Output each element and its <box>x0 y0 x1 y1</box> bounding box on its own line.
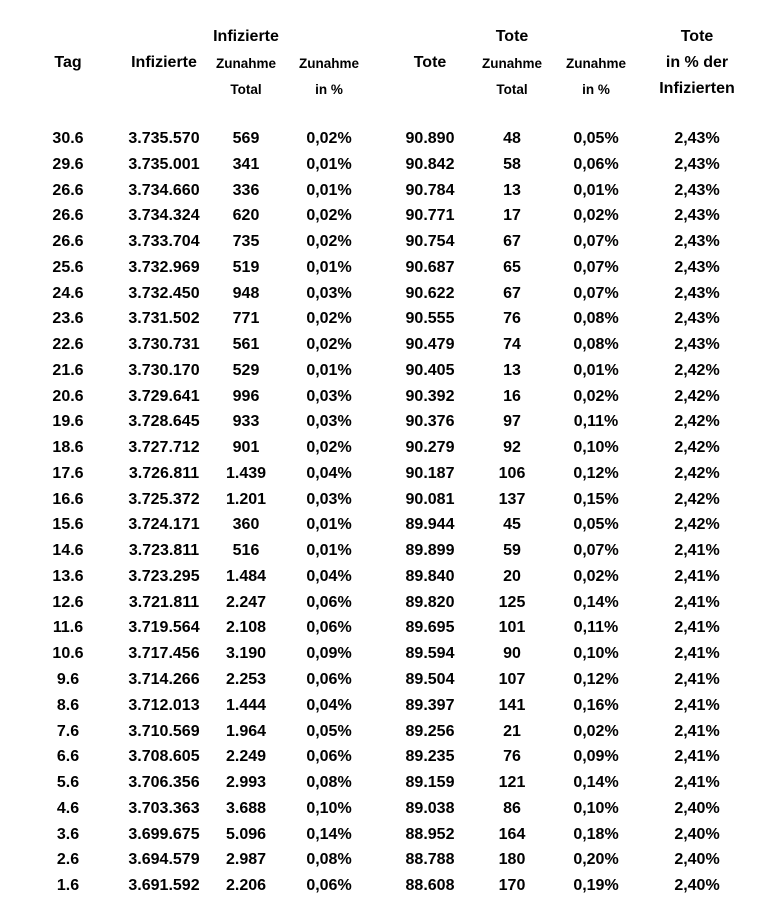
cell-tote-zunahme-pct: 0,14% <box>573 774 619 791</box>
header-inf-zunahme-pct-line1: Zunahme <box>298 56 360 71</box>
cell-tote: 90.754 <box>405 233 455 250</box>
header-tote-pct-inf-line1: Tote <box>680 28 714 45</box>
cell-tote-zunahme-pct: 0,07% <box>573 542 619 560</box>
cell-inf-zunahme-pct: 0,02% <box>306 233 352 250</box>
cell-infizierte: 3.727.712 <box>128 439 200 457</box>
cell-tote-zunahme-total: 107 <box>498 671 526 688</box>
cell-tote-zunahme-pct: 0,10% <box>573 439 619 457</box>
cell-inf-zunahme-total: 948 <box>232 284 260 302</box>
cell-tote-zunahme-pct: 0,05% <box>573 516 619 534</box>
table-row <box>0 798 774 820</box>
cell-tote-zunahme-pct: 0,14% <box>573 593 619 611</box>
cell-tote: 90.687 <box>405 258 455 276</box>
cell-tote-pct-infizierte: 2,43% <box>674 130 720 147</box>
cell-tag: 6.6 <box>56 748 80 766</box>
table-row <box>0 592 774 614</box>
cell-inf-zunahme-total: 529 <box>232 361 260 379</box>
cell-inf-zunahme-total: 2.108 <box>225 619 267 637</box>
cell-inf-zunahme-pct: 0,01% <box>306 181 352 199</box>
cell-infizierte: 3.734.660 <box>128 181 200 199</box>
cell-inf-zunahme-pct: 0,05% <box>306 722 352 740</box>
table-row <box>0 231 774 253</box>
cell-infizierte: 3.731.502 <box>128 310 200 328</box>
cell-inf-zunahme-pct: 0,06% <box>306 748 352 766</box>
cell-infizierte: 3.708.605 <box>128 748 200 766</box>
cell-tag: 18.6 <box>52 439 84 457</box>
cell-tote-zunahme-total: 20 <box>503 567 521 585</box>
cell-tote-pct-infizierte: 2,41% <box>674 567 720 585</box>
table-row <box>0 746 774 768</box>
cell-infizierte: 3.703.363 <box>128 799 200 817</box>
cell-infizierte: 3.710.569 <box>128 722 200 740</box>
cell-tote-pct-infizierte: 2,40% <box>674 799 720 817</box>
cell-tote-pct-infizierte: 2,40% <box>674 877 720 894</box>
cell-inf-zunahme-pct: 0,01% <box>306 542 352 560</box>
cell-tote-zunahme-pct: 0,11% <box>573 413 619 431</box>
cell-infizierte: 3.735.570 <box>128 130 200 147</box>
cell-inf-zunahme-total: 771 <box>232 310 260 328</box>
cell-infizierte: 3.706.356 <box>128 774 200 791</box>
cell-tag: 20.6 <box>52 387 84 405</box>
table-row <box>0 875 774 897</box>
cell-tote-zunahme-total: 125 <box>498 593 526 611</box>
cell-tote-zunahme-total: 92 <box>503 439 521 457</box>
cell-tote-pct-infizierte: 2,41% <box>674 645 720 663</box>
cell-infizierte: 3.726.811 <box>128 464 200 482</box>
cell-tote-zunahme-pct: 0,09% <box>573 748 619 766</box>
cell-tote-zunahme-total: 67 <box>503 233 521 250</box>
cell-tag: 13.6 <box>52 567 84 585</box>
cell-tote: 90.405 <box>405 361 455 379</box>
cell-tote: 90.555 <box>405 310 455 328</box>
cell-inf-zunahme-total: 569 <box>232 130 260 147</box>
table-row <box>0 721 774 743</box>
cell-tote-pct-infizierte: 2,40% <box>674 851 720 869</box>
cell-inf-zunahme-pct: 0,01% <box>306 258 352 276</box>
cell-tote: 89.159 <box>405 774 455 791</box>
cell-tag: 26.6 <box>52 233 84 250</box>
cell-tote-zunahme-total: 16 <box>503 387 521 405</box>
cell-tote-pct-infizierte: 2,43% <box>674 336 720 354</box>
cell-infizierte: 3.714.266 <box>128 671 200 688</box>
cell-inf-zunahme-pct: 0,04% <box>306 464 352 482</box>
cell-tag: 11.6 <box>52 619 84 637</box>
cell-tote-pct-infizierte: 2,41% <box>674 696 720 714</box>
cell-tote-pct-infizierte: 2,41% <box>674 619 720 637</box>
header-inf-zunahme-total-line2: Zunahme <box>215 56 277 71</box>
cell-inf-zunahme-total: 561 <box>232 336 260 354</box>
cell-inf-zunahme-total: 341 <box>232 155 260 173</box>
cell-inf-zunahme-pct: 0,03% <box>306 413 352 431</box>
cell-tote-pct-infizierte: 2,42% <box>674 439 720 457</box>
cell-tag: 3.6 <box>56 825 80 843</box>
cell-infizierte: 3.719.564 <box>128 619 200 637</box>
cell-infizierte: 3.694.579 <box>128 851 200 869</box>
cell-tote: 88.788 <box>405 851 455 869</box>
cell-tag: 26.6 <box>52 181 84 199</box>
cell-tag: 12.6 <box>52 593 84 611</box>
cell-tote-zunahme-total: 59 <box>503 542 521 560</box>
cell-inf-zunahme-total: 901 <box>232 439 260 457</box>
cell-tote-zunahme-total: 45 <box>503 516 521 534</box>
cell-inf-zunahme-pct: 0,06% <box>306 877 352 894</box>
cell-inf-zunahme-pct: 0,02% <box>306 207 352 225</box>
cell-tag: 26.6 <box>52 207 84 225</box>
table-row <box>0 128 774 150</box>
cell-inf-zunahme-pct: 0,01% <box>306 516 352 534</box>
cell-tote-zunahme-total: 65 <box>503 258 521 276</box>
table-row <box>0 283 774 305</box>
header-tote-zunahme-pct-line2: in % <box>582 82 610 97</box>
cell-infizierte: 3.712.013 <box>128 696 200 714</box>
cell-inf-zunahme-total: 2.206 <box>225 877 267 894</box>
table-row <box>0 772 774 794</box>
cell-infizierte: 3.730.731 <box>128 336 200 354</box>
cell-tote-zunahme-pct: 0,16% <box>573 696 619 714</box>
header-inf-zunahme-pct-line2: in % <box>315 82 343 97</box>
table-row <box>0 180 774 202</box>
cell-tag: 14.6 <box>52 542 84 560</box>
cell-tote-zunahme-pct: 0,02% <box>573 722 619 740</box>
table-row <box>0 411 774 433</box>
cell-inf-zunahme-total: 5.096 <box>225 825 267 843</box>
cell-tote: 90.622 <box>405 284 455 302</box>
cell-tote: 89.594 <box>405 645 455 663</box>
cell-tote-zunahme-total: 106 <box>498 464 526 482</box>
header-tote-zunahme-pct-line1: Zunahme <box>565 56 627 71</box>
cell-tote-pct-infizierte: 2,43% <box>674 181 720 199</box>
cell-tote: 88.608 <box>405 877 455 894</box>
header-tote: Tote <box>413 54 447 71</box>
cell-tote-zunahme-pct: 0,12% <box>573 671 619 688</box>
cell-tag: 1.6 <box>56 877 80 894</box>
cell-tag: 8.6 <box>56 696 80 714</box>
table-row <box>0 540 774 562</box>
cell-tote-zunahme-total: 13 <box>503 361 521 379</box>
cell-tote-zunahme-pct: 0,07% <box>573 284 619 302</box>
cell-tote-zunahme-pct: 0,08% <box>573 336 619 354</box>
cell-infizierte: 3.728.645 <box>128 413 200 431</box>
cell-tote-zunahme-total: 141 <box>498 696 526 714</box>
cell-tote-pct-infizierte: 2,42% <box>674 413 720 431</box>
cell-tote-zunahme-pct: 0,10% <box>573 799 619 817</box>
cell-tote-zunahme-pct: 0,20% <box>573 851 619 869</box>
cell-tote-pct-infizierte: 2,42% <box>674 387 720 405</box>
table-row <box>0 205 774 227</box>
cell-inf-zunahme-total: 1.964 <box>225 722 267 740</box>
cell-tote-zunahme-total: 13 <box>503 181 521 199</box>
cell-tote-pct-infizierte: 2,41% <box>674 671 720 688</box>
cell-inf-zunahme-pct: 0,06% <box>306 619 352 637</box>
cell-tote-zunahme-pct: 0,02% <box>573 207 619 225</box>
cell-infizierte: 3.729.641 <box>128 387 200 405</box>
cell-tote-pct-infizierte: 2,42% <box>674 464 720 482</box>
cell-tote: 89.899 <box>405 542 455 560</box>
cell-tote: 88.952 <box>405 825 455 843</box>
cell-tote-zunahme-total: 164 <box>498 825 526 843</box>
cell-tote-zunahme-pct: 0,07% <box>573 258 619 276</box>
cell-tote-zunahme-pct: 0,10% <box>573 645 619 663</box>
cell-tote-zunahme-total: 48 <box>503 130 521 147</box>
cell-infizierte: 3.732.450 <box>128 284 200 302</box>
cell-inf-zunahme-pct: 0,08% <box>306 851 352 869</box>
table-row <box>0 617 774 639</box>
cell-tote: 90.376 <box>405 413 455 431</box>
table-row <box>0 489 774 511</box>
cell-tote-pct-infizierte: 2,41% <box>674 748 720 766</box>
cell-tote-zunahme-pct: 0,01% <box>573 361 619 379</box>
cell-tote-zunahme-total: 180 <box>498 851 526 869</box>
cell-inf-zunahme-pct: 0,02% <box>306 310 352 328</box>
table-row <box>0 669 774 691</box>
table-row <box>0 824 774 846</box>
table-row <box>0 257 774 279</box>
table-row <box>0 308 774 330</box>
header-tote-zunahme-total-line2: Zunahme <box>481 56 543 71</box>
cell-inf-zunahme-total: 516 <box>232 542 260 560</box>
cell-inf-zunahme-total: 1.444 <box>225 696 267 714</box>
cell-inf-zunahme-pct: 0,03% <box>306 387 352 405</box>
cell-infizierte: 3.725.372 <box>128 490 200 508</box>
cell-tote: 90.842 <box>405 155 455 173</box>
cell-inf-zunahme-pct: 0,01% <box>306 155 352 173</box>
cell-tote-zunahme-total: 67 <box>503 284 521 302</box>
cell-tote-zunahme-total: 90 <box>503 645 521 663</box>
cell-tote-pct-infizierte: 2,41% <box>674 774 720 791</box>
table-row <box>0 695 774 717</box>
cell-tote-zunahme-total: 121 <box>498 774 526 791</box>
table-row <box>0 849 774 871</box>
cell-tote-zunahme-total: 170 <box>498 877 526 894</box>
cell-tote-zunahme-total: 86 <box>503 799 521 817</box>
cell-inf-zunahme-pct: 0,14% <box>306 825 352 843</box>
cell-inf-zunahme-total: 2.249 <box>225 748 267 766</box>
cell-tote-pct-infizierte: 2,41% <box>674 593 720 611</box>
cell-tag: 23.6 <box>52 310 84 328</box>
cell-tote: 90.081 <box>405 490 455 508</box>
cell-tag: 10.6 <box>52 645 84 663</box>
cell-tote: 90.784 <box>405 181 455 199</box>
cell-inf-zunahme-total: 1.201 <box>225 490 267 508</box>
cell-inf-zunahme-total: 2.247 <box>225 593 267 611</box>
cell-tag: 21.6 <box>52 361 84 379</box>
cell-inf-zunahme-pct: 0,04% <box>306 696 352 714</box>
header-tote-pct-inf-line2: in % der <box>665 54 729 71</box>
cell-tote-zunahme-total: 21 <box>503 722 521 740</box>
cell-tote-zunahme-total: 101 <box>498 619 526 637</box>
table-row <box>0 463 774 485</box>
cell-tote: 90.890 <box>405 130 455 147</box>
cell-tag: 7.6 <box>56 722 80 740</box>
cell-inf-zunahme-pct: 0,02% <box>306 439 352 457</box>
cell-tote-pct-infizierte: 2,43% <box>674 233 720 250</box>
table-row <box>0 334 774 356</box>
header-inf-zunahme-total-line3: Total <box>230 82 262 97</box>
cell-inf-zunahme-pct: 0,03% <box>306 490 352 508</box>
cell-tote-zunahme-total: 137 <box>498 490 526 508</box>
cell-tote-pct-infizierte: 2,42% <box>674 361 720 379</box>
table-row <box>0 643 774 665</box>
cell-inf-zunahme-total: 2.987 <box>225 851 267 869</box>
table-row <box>0 154 774 176</box>
cell-inf-zunahme-total: 336 <box>232 181 260 199</box>
cell-inf-zunahme-pct: 0,02% <box>306 336 352 354</box>
cell-tote-pct-infizierte: 2,41% <box>674 542 720 560</box>
cell-infizierte: 3.717.456 <box>128 645 200 663</box>
cell-tag: 30.6 <box>52 130 84 147</box>
cell-tag: 25.6 <box>52 258 84 276</box>
cell-tote-zunahme-total: 17 <box>503 207 521 225</box>
cell-tote-zunahme-pct: 0,06% <box>573 155 619 173</box>
cell-inf-zunahme-total: 933 <box>232 413 260 431</box>
cell-tote-pct-infizierte: 2,40% <box>674 825 720 843</box>
cell-tote-pct-infizierte: 2,43% <box>674 258 720 276</box>
cell-inf-zunahme-total: 3.190 <box>225 645 267 663</box>
cell-inf-zunahme-pct: 0,03% <box>306 284 352 302</box>
cell-tote: 89.944 <box>405 516 455 534</box>
cell-tote: 90.187 <box>405 464 455 482</box>
cell-tag: 19.6 <box>52 413 84 431</box>
cell-infizierte: 3.732.969 <box>128 258 200 276</box>
cell-tote-zunahme-pct: 0,19% <box>573 877 619 894</box>
cell-tote-zunahme-pct: 0,02% <box>573 567 619 585</box>
cell-inf-zunahme-total: 3.688 <box>225 799 267 817</box>
cell-inf-zunahme-total: 620 <box>232 207 260 225</box>
cell-inf-zunahme-total: 519 <box>232 258 260 276</box>
cell-inf-zunahme-pct: 0,06% <box>306 593 352 611</box>
cell-inf-zunahme-pct: 0,09% <box>306 645 352 663</box>
cell-tote-zunahme-pct: 0,11% <box>573 619 619 637</box>
cell-tag: 22.6 <box>52 336 84 354</box>
cell-tote-zunahme-pct: 0,05% <box>573 130 619 147</box>
cell-tote-pct-infizierte: 2,43% <box>674 310 720 328</box>
cell-tote-pct-infizierte: 2,41% <box>674 722 720 740</box>
cell-infizierte: 3.699.675 <box>128 825 200 843</box>
cell-tag: 9.6 <box>56 671 80 688</box>
cell-tote-zunahme-pct: 0,07% <box>573 233 619 250</box>
cell-tote-zunahme-pct: 0,08% <box>573 310 619 328</box>
table-row <box>0 566 774 588</box>
table-row <box>0 514 774 536</box>
cell-tote: 89.820 <box>405 593 455 611</box>
cell-inf-zunahme-total: 1.484 <box>225 567 267 585</box>
cell-tag: 15.6 <box>52 516 84 534</box>
table-row <box>0 360 774 382</box>
cell-tag: 4.6 <box>56 799 80 817</box>
cell-infizierte: 3.721.811 <box>128 593 200 611</box>
cell-tag: 29.6 <box>52 155 84 173</box>
cell-tote-zunahme-pct: 0,12% <box>573 464 619 482</box>
header-tag: Tag <box>54 54 82 71</box>
cell-inf-zunahme-pct: 0,10% <box>306 799 352 817</box>
cell-inf-zunahme-pct: 0,01% <box>306 361 352 379</box>
cell-infizierte: 3.691.592 <box>128 877 200 894</box>
header-tote-zunahme-total-line1: Tote <box>495 28 529 45</box>
cell-inf-zunahme-total: 2.993 <box>225 774 267 791</box>
cell-tag: 5.6 <box>56 774 80 791</box>
cell-inf-zunahme-total: 735 <box>232 233 260 250</box>
cell-tag: 2.6 <box>56 851 80 869</box>
cell-tote: 89.038 <box>405 799 455 817</box>
cell-inf-zunahme-total: 2.253 <box>225 671 267 688</box>
cell-infizierte: 3.723.811 <box>128 542 200 560</box>
cell-tote-zunahme-pct: 0,02% <box>573 387 619 405</box>
cell-tote-zunahme-total: 76 <box>503 748 521 766</box>
cell-inf-zunahme-total: 1.439 <box>225 464 267 482</box>
cell-tote-pct-infizierte: 2,43% <box>674 155 720 173</box>
header-infizierte: Infizierte <box>131 54 197 71</box>
table-row <box>0 437 774 459</box>
cell-tote-pct-infizierte: 2,42% <box>674 516 720 534</box>
cell-inf-zunahme-pct: 0,06% <box>306 671 352 688</box>
cell-tote-zunahme-total: 76 <box>503 310 521 328</box>
cell-inf-zunahme-total: 996 <box>232 387 260 405</box>
cell-tote: 89.397 <box>405 696 455 714</box>
cell-inf-zunahme-total: 360 <box>232 516 260 534</box>
cell-tote: 90.479 <box>405 336 455 354</box>
cell-tote-zunahme-total: 58 <box>503 155 521 173</box>
cell-infizierte: 3.723.295 <box>128 567 200 585</box>
cell-tote: 89.235 <box>405 748 455 766</box>
cell-inf-zunahme-pct: 0,04% <box>306 567 352 585</box>
cell-infizierte: 3.734.324 <box>128 207 200 225</box>
header-tote-pct-inf-line3: Infizierten <box>659 80 735 97</box>
cell-infizierte: 3.730.170 <box>128 361 200 379</box>
cell-inf-zunahme-pct: 0,08% <box>306 774 352 791</box>
cell-tag: 16.6 <box>52 490 84 508</box>
cell-tag: 17.6 <box>52 464 84 482</box>
header-inf-zunahme-total-line1: Infizierte <box>213 28 279 45</box>
cell-tote: 90.771 <box>405 207 455 225</box>
cell-tote: 89.504 <box>405 671 455 688</box>
cell-tote: 90.392 <box>405 387 455 405</box>
cell-tote-pct-infizierte: 2,42% <box>674 490 720 508</box>
header-tote-zunahme-total-line3: Total <box>496 82 528 97</box>
cell-tote-zunahme-total: 74 <box>503 336 521 354</box>
cell-tote-zunahme-pct: 0,01% <box>573 181 619 199</box>
cell-tote-zunahme-pct: 0,15% <box>573 490 619 508</box>
cell-tote: 89.256 <box>405 722 455 740</box>
cell-tote-pct-infizierte: 2,43% <box>674 284 720 302</box>
cell-infizierte: 3.724.171 <box>128 516 200 534</box>
cell-inf-zunahme-pct: 0,02% <box>306 130 352 147</box>
cell-tote: 89.695 <box>405 619 455 637</box>
cell-infizierte: 3.735.001 <box>128 155 200 173</box>
cell-tote: 90.279 <box>405 439 455 457</box>
cell-tote-zunahme-pct: 0,18% <box>573 825 619 843</box>
cell-tote: 89.840 <box>405 567 455 585</box>
cell-infizierte: 3.733.704 <box>128 233 200 250</box>
cell-tote-pct-infizierte: 2,43% <box>674 207 720 225</box>
cell-tote-zunahme-total: 97 <box>503 413 521 431</box>
table-row <box>0 386 774 408</box>
cell-tag: 24.6 <box>52 284 84 302</box>
